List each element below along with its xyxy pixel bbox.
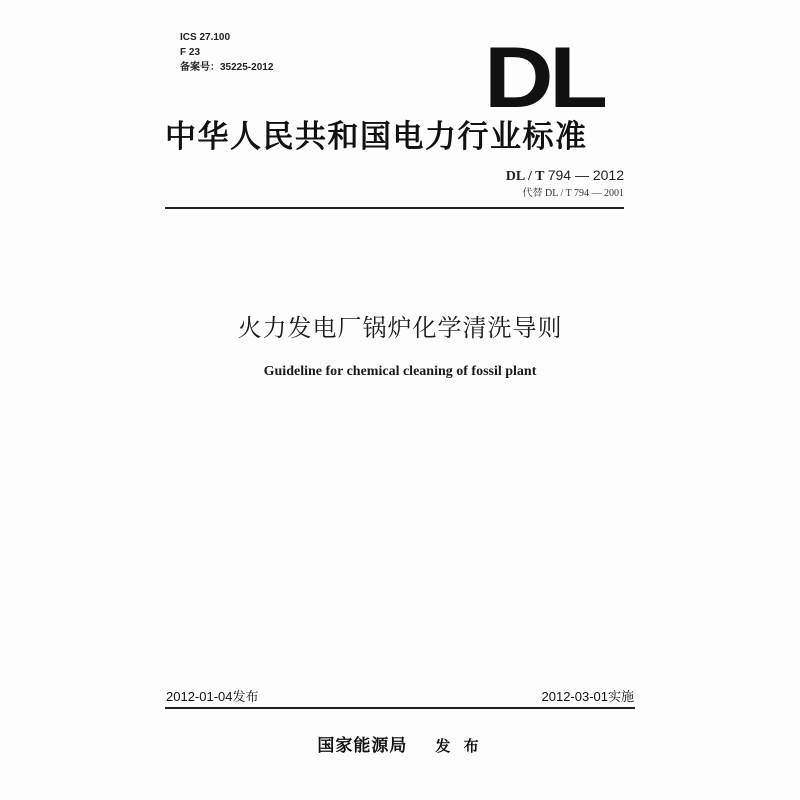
standard-category-title: 中华人民共和国电力行业标准 (165, 119, 588, 155)
standard-prefix: DL / T (505, 169, 545, 184)
publisher-line (0, 731, 800, 756)
implementation-date: 2012-03-01实施 (541, 689, 634, 704)
filing-number: 备案号：35225-2012 (180, 62, 274, 73)
ccs-code: F 23 (180, 47, 201, 58)
ics-code: ICS 27.100 (180, 32, 231, 43)
publish-label: 发 布 (435, 737, 483, 755)
replaces-standard: 代替 DL / T 794 — 2001 (522, 188, 624, 199)
classification-block (180, 30, 273, 75)
publisher-name: 国家能源局 (317, 736, 408, 756)
document-title-english: Guideline for chemical cleaning of fossil plant (263, 364, 537, 379)
standard-number (506, 167, 624, 185)
issue-date: 2012-01-04发布 (166, 689, 259, 704)
dl-logo: DL (484, 30, 604, 126)
bottom-divider (165, 707, 635, 709)
top-divider (165, 207, 624, 209)
document-title-chinese: 火力发电厂锅炉化学清洗导则 (237, 314, 563, 342)
standard-code: 794 — 2012 (547, 167, 624, 183)
